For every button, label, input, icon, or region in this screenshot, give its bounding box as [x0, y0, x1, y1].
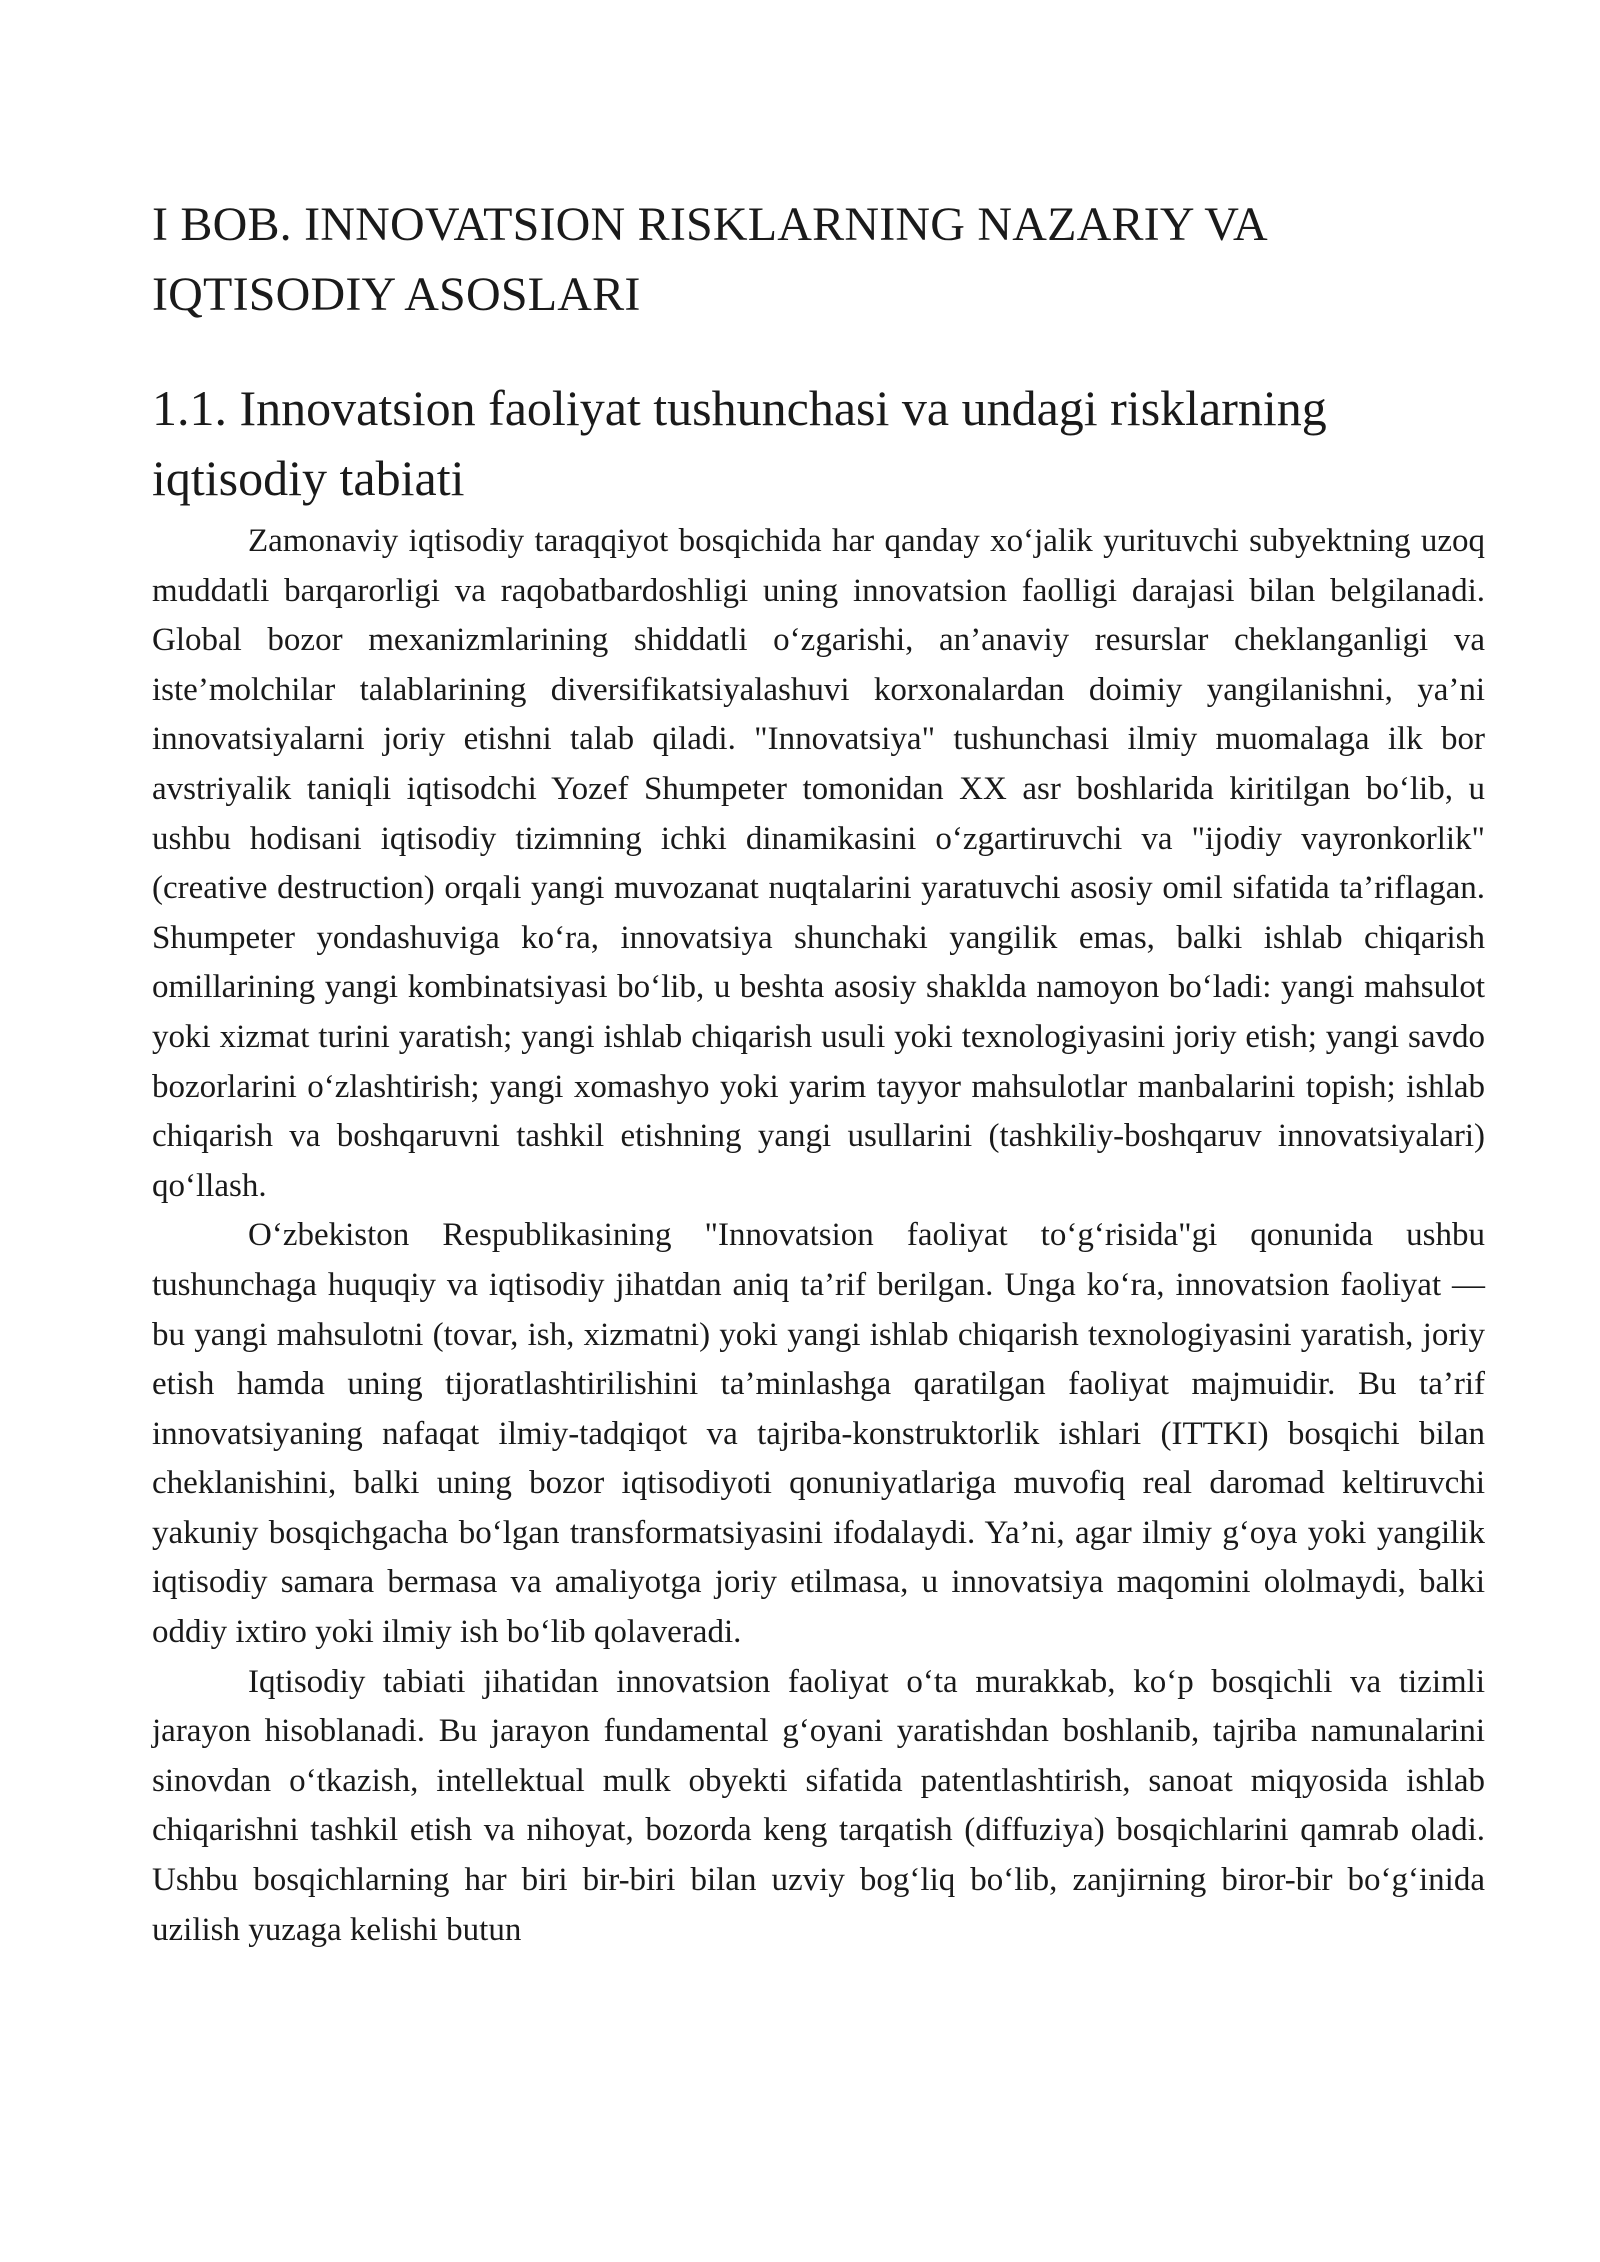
paragraph: O‘zbekiston Respublikasining "Innovatsion faoliyat to‘g‘risida"gi qonunida ushbu tushunchaga huquqiy va iqtisodiy jihatdan aniq ta’rif berilgan. Unga ko‘ra, innovatsion faoliyat — bu yangi mahsulotni (tovar, ish, xizmatni) yoki yangi ishlab chiqarish texnologiyasini yaratish, joriy etish hamda uning tijoratlashtirilishini ta’minlashga qaratilgan faoliyat majmuidir. Bu ta’rif innovatsiyaning nafaqat ilmiy-tadqiqot va tajriba-konstruktorlik ishlari (ITTKI) bosqichi bilan cheklanishini, balki uning bozor iqtisodiyoti qonuniyatlariga muvofiq real daromad keltiruvchi yakuniy bosqichgacha bo‘lgan transformatsiyasini ifodalaydi. Ya’ni, agar ilmiy g‘oya yoki yangilik iqtisodiy samara bermasa va amaliyotga joriy etilmasa, u innovatsiya maqomini ololmaydi, balki oddiy ixtiro yoki ilmiy ish bo‘lib qolaveradi. [152, 1217, 1485, 1651]
section-title-line-2: iqtisodiy tabiati [152, 450, 465, 506]
paragraph: Zamonaviy iqtisodiy taraqqiyot bosqichida har qanday xo‘jalik yurituvchi subyektning uzoq muddatli barqarorligi va raqobatbardoshligi uning innovatsion faolligi darajasi bilan belgilanadi. Global bozor mexanizmlarining shiddatli o‘zgarishi, an’anaviy resurslar cheklanganligi va iste’molchilar talablarining diversifikatsiyalashuvi korxonalardan doimiy yangilanishni, ya’ni innovatsiyalarni joriy etishni talab qiladi. "Innovatsiya" tushunchasi ilmiy muomalaga ilk bor avstriyalik taniqli iqtisodchi Yozef Shumpeter tomonidan XX asr boshlarida kiritilgan bo‘lib, u ushbu hodisani iqtisodiy tizimning ichki dinamikasini o‘zgartiruvchi va "ijodiy vayronkorlik" (creative destruction) orqali yangi muvozanat nuqtalarini yaratuvchi asosiy omil sifatida ta’riflagan. Shumpeter yondashuviga ko‘ra, innovatsiya shunchaki yangilik emas, balki ishlab chiqarish omillarining yangi kombinatsiyasi bo‘lib, u beshta asosiy shaklda namoyon bo‘ladi: yangi mahsulot yoki xizmat turini yaratish; yangi ishlab chiqarish usuli yoki texnologiyasini joriy etish; yangi savdo bozorlarini o‘zlashtirish; yangi xomashyo yoki yarim tayyor mahsulotlar manbalarini topish; ishlab chiqarish va boshqaruvni tashkil etishning yangi usullarini (tashkiliy-boshqaruv innovatsiyalari) qo‘llash. [152, 523, 1485, 1204]
section-title-line-1: 1.1. Innovatsion faoliyat tushunchasi va undagi risklarning [152, 380, 1327, 436]
paragraph: Iqtisodiy tabiati jihatidan innovatsion faoliyat o‘ta murakkab, ko‘p bosqichli va tizimli jarayon hisoblanadi. Bu jarayon fundamental g‘oyani yaratishdan boshlanib, tajriba namunalarini sinovdan o‘tkazish, intellektual mulk obyekti sifatida patentlashtirish, sanoat miqyosida ishlab chiqarishni tashkil etish va nihoyat, bozorda keng tarqatish (diffuziya) bosqichlarini qamrab oladi. Ushbu bosqichlarning har biri bir-biri bilan uzviy bog‘liq bo‘lib, zanjirning biror-bir bo‘g‘inida uzilish yuzaga kelishi butun [152, 1663, 1485, 1948]
body-text [152, 517, 1485, 1955]
document-page [152, 190, 1485, 1955]
chapter-title-line-2: IQTISODIY ASOSLARI [152, 268, 641, 321]
chapter-title-line-1: I BOB. INNOVATSION RISKLARNING NAZARIY VA [152, 198, 1268, 251]
section-title [152, 373, 1485, 513]
chapter-title [152, 190, 1485, 330]
